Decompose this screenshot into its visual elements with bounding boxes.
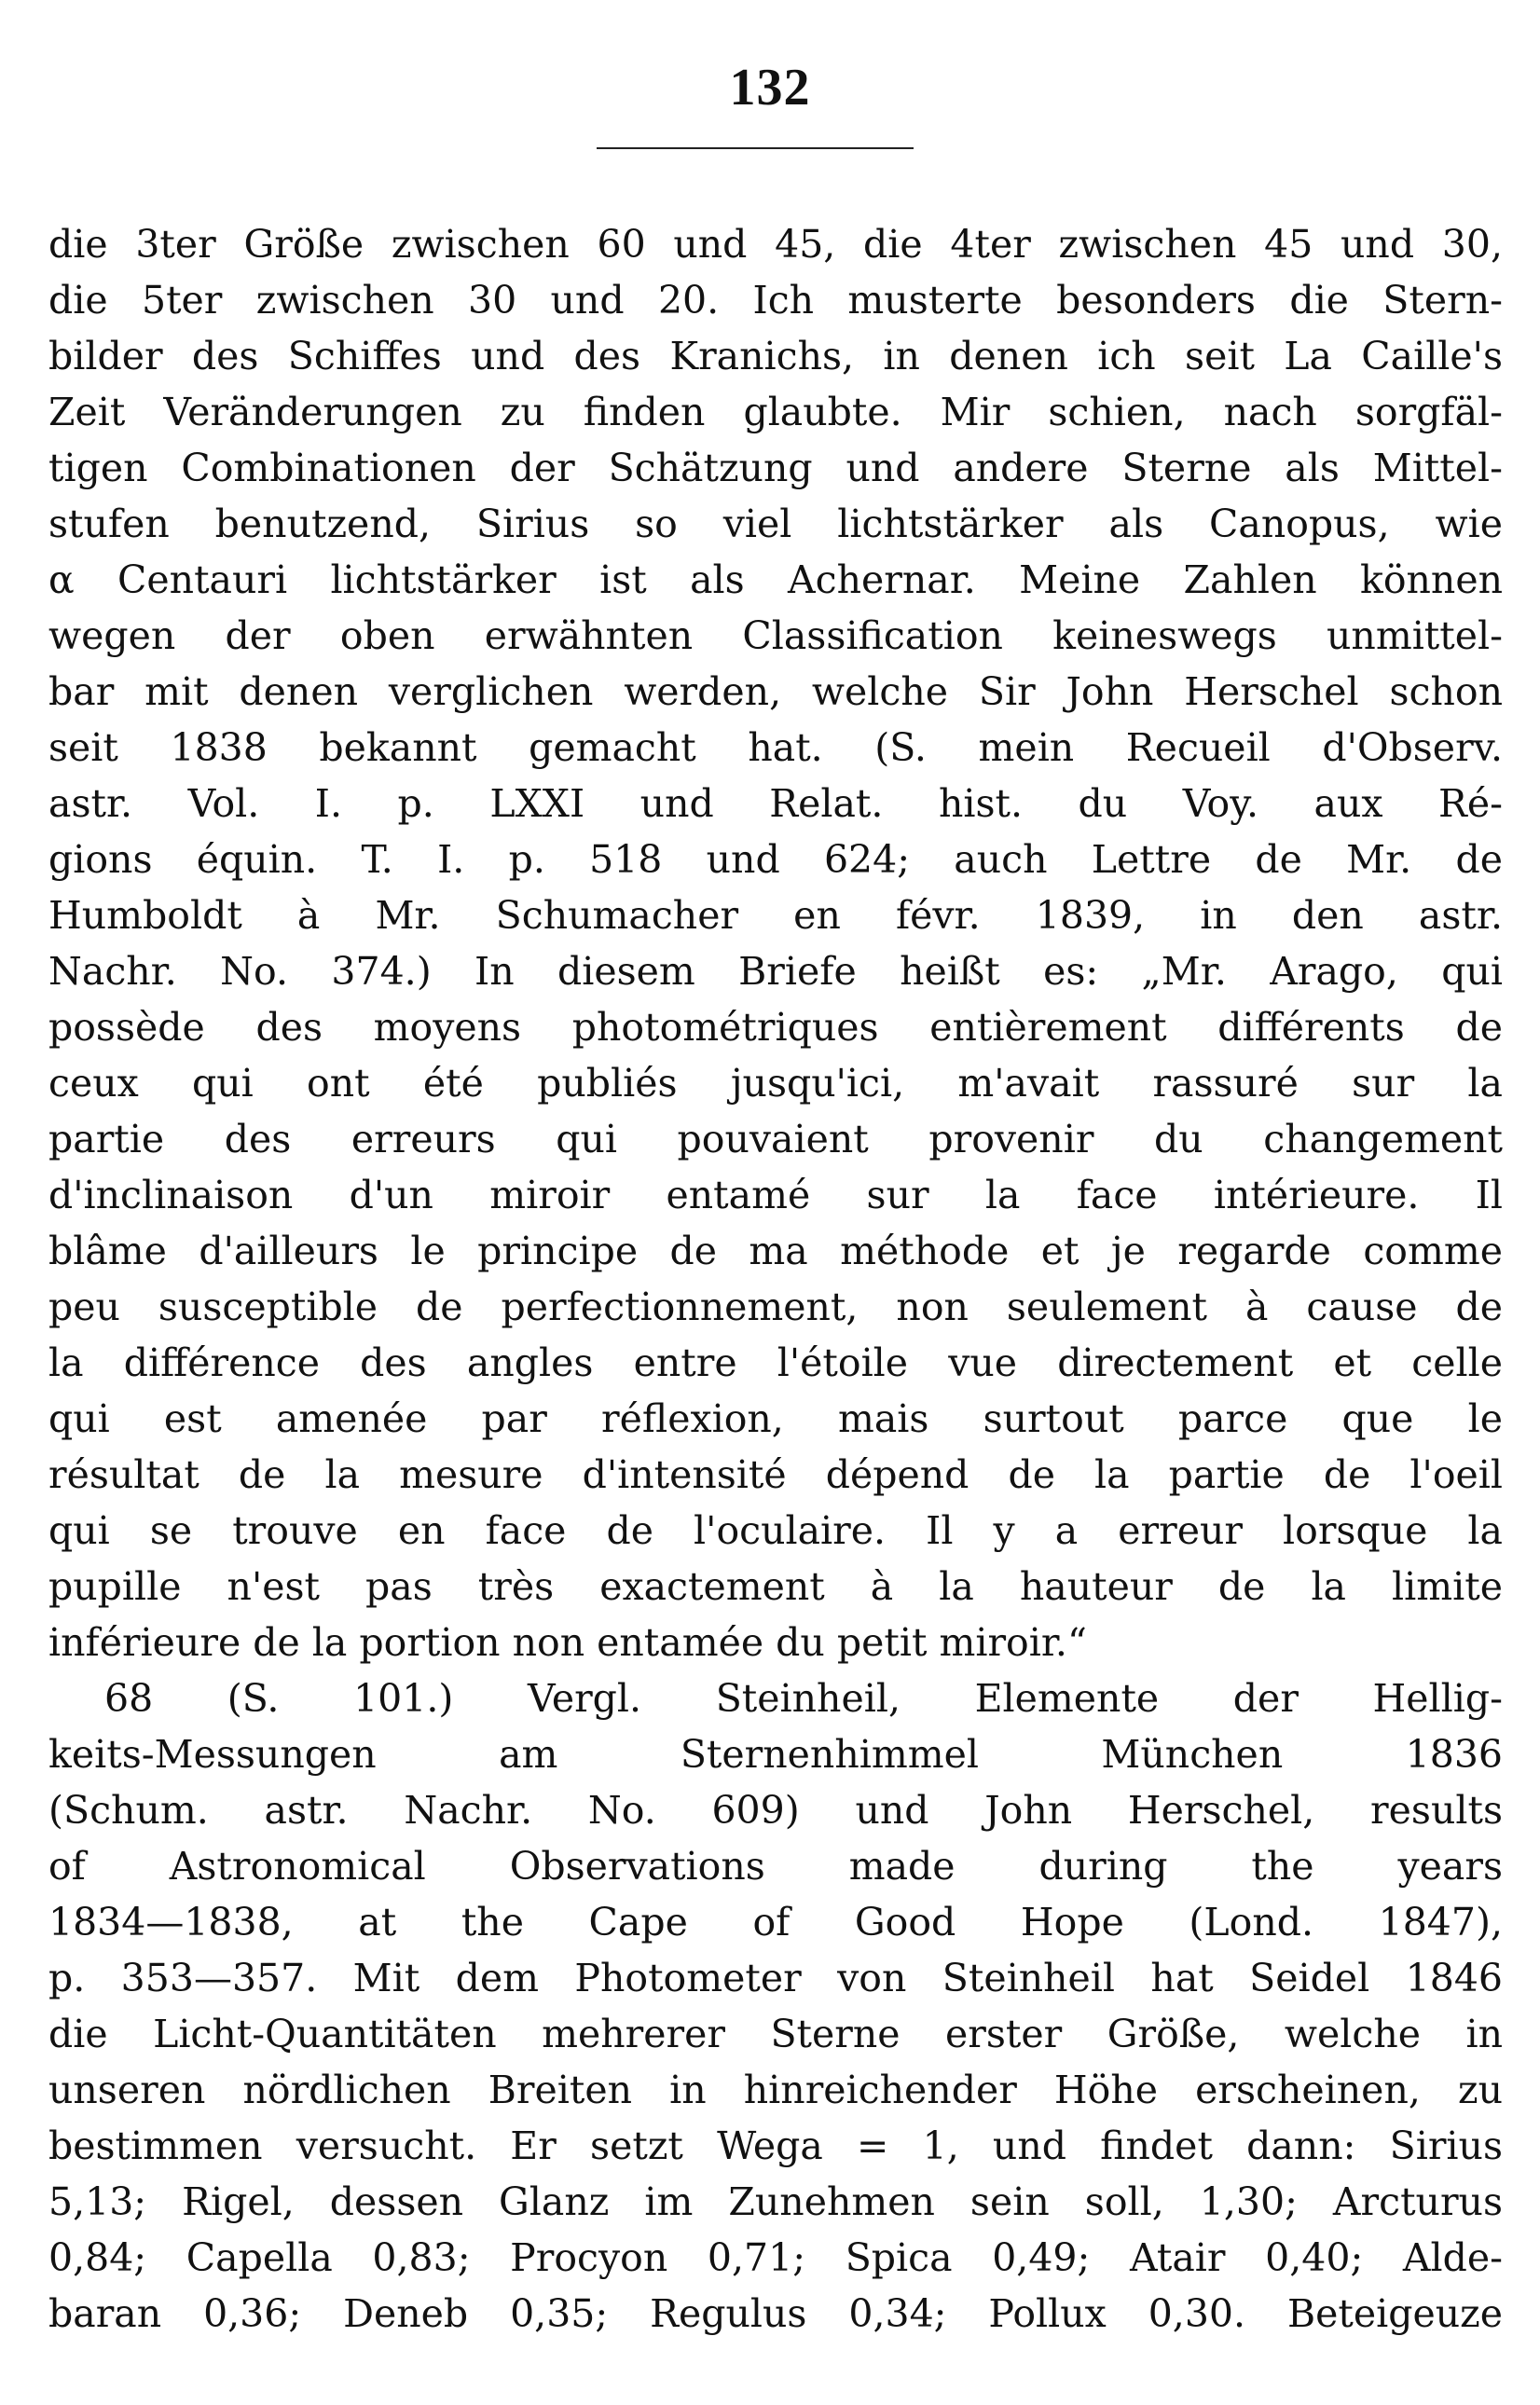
text-line: peu susceptible de perfectionnement, non seulement à cause de xyxy=(48,1285,1503,1329)
text-line: résultat de la mesure d'intensité dépend de la partie de l'oeil xyxy=(48,1452,1503,1497)
text-line: Humboldt à Mr. Schumacher en févr. 1839, in den astr. xyxy=(48,893,1503,938)
header-rule xyxy=(597,147,914,149)
text-line: partie des erreurs qui pouvaient provenir du changement xyxy=(48,1117,1503,1161)
text-line: die 5ter zwischen 30 und 20. Ich musterte besonders die Stern- xyxy=(48,278,1503,323)
text-line: bilder des Schiffes und des Kranichs, in denen ich seit La Caille's xyxy=(48,334,1503,378)
text-line: stufen benutzend, Sirius so viel lichtstärker als Canopus, wie xyxy=(48,502,1503,546)
text-line: pupille n'est pas très exactement à la hauteur de la limite xyxy=(48,1564,1503,1609)
text-line: la différence des angles entre l'étoile vue directement et celle xyxy=(48,1340,1503,1385)
text-line: seit 1838 bekannt gemacht hat. (S. mein Recueil d'Observ. xyxy=(48,725,1503,770)
text-line: Nachr. No. 374.) In diesem Briefe heißt es: „Mr. Arago, qui xyxy=(48,949,1503,994)
text-line: unseren nördlichen Breiten in hinreichender Höhe erscheinen, zu xyxy=(48,2068,1503,2112)
text-line: of Astronomical Observations made during the years xyxy=(48,1844,1503,1889)
text-line: die Licht-Quantitäten mehrerer Sterne erster Größe, welche in xyxy=(48,2012,1503,2056)
text-line: p. 353—357. Mit dem Photometer von Steinheil hat Seidel 1846 xyxy=(48,1956,1503,2000)
text-line: 0,84; Capella 0,83; Procyon 0,71; Spica 0,49; Atair 0,40; Alde- xyxy=(48,2235,1503,2280)
text-line: wegen der oben erwähnten Classification keineswegs unmittel- xyxy=(48,613,1503,658)
text-line: 5,13; Rigel, dessen Glanz im Zunehmen sein soll, 1,30; Arcturus xyxy=(48,2179,1503,2224)
text-line: keits-Messungen am Sternenhimmel München 1836 xyxy=(48,1732,1503,1777)
text-line: qui est amenée par réflexion, mais surtout parce que le xyxy=(48,1396,1503,1441)
body-text xyxy=(48,216,1503,2342)
text-line: (Schum. astr. Nachr. No. 609) und John Herschel, results xyxy=(48,1788,1503,1833)
text-line: tigen Combinationen der Schätzung und andere Sterne als Mittel- xyxy=(48,446,1503,490)
text-line: Zeit Veränderungen zu finden glaubte. Mir schien, nach sorgfäl- xyxy=(48,390,1503,434)
text-line: d'inclinaison d'un miroir entamé sur la face intérieure. Il xyxy=(48,1173,1503,1217)
text-line: α Centauri lichtstärker ist als Achernar. Meine Zahlen können xyxy=(48,557,1503,602)
text-line: die 3ter Größe zwischen 60 und 45, die 4ter zwischen 45 und 30, xyxy=(48,222,1503,267)
text-line: gions équin. T. I. p. 518 und 624; auch Lettre de Mr. de xyxy=(48,837,1503,882)
text-line: astr. Vol. I. p. LXXI und Relat. hist. du Voy. aux Ré- xyxy=(48,781,1503,826)
text-line: baran 0,36; Deneb 0,35; Regulus 0,34; Pollux 0,30. Beteigeuze xyxy=(48,2291,1503,2336)
text-line: bestimmen versucht. Er setzt Wega = 1, und findet dann: Sirius xyxy=(48,2123,1503,2168)
text-line: bar mit denen verglichen werden, welche Sir John Herschel schon xyxy=(48,669,1503,714)
text-line: qui se trouve en face de l'oculaire. Il y a erreur lorsque la xyxy=(48,1508,1503,1553)
text-line: blâme d'ailleurs le principe de ma méthode et je regarde comme xyxy=(48,1229,1503,1273)
text-line: possède des moyens photométriques entièrement différents de xyxy=(48,1005,1503,1050)
text-line: inférieure de la portion non entamée du petit miroir.“ xyxy=(48,1620,1087,1665)
page-number: 132 xyxy=(729,59,811,117)
text-line: 1834—1838, at the Cape of Good Hope (Lond. 1847), xyxy=(48,1900,1503,1945)
text-line: ceux qui ont été publiés jusqu'ici, m'avait rassuré sur la xyxy=(48,1061,1503,1106)
text-line: 68 (S. 101.) Vergl. Steinheil, Elemente der Hellig- xyxy=(104,1676,1503,1721)
